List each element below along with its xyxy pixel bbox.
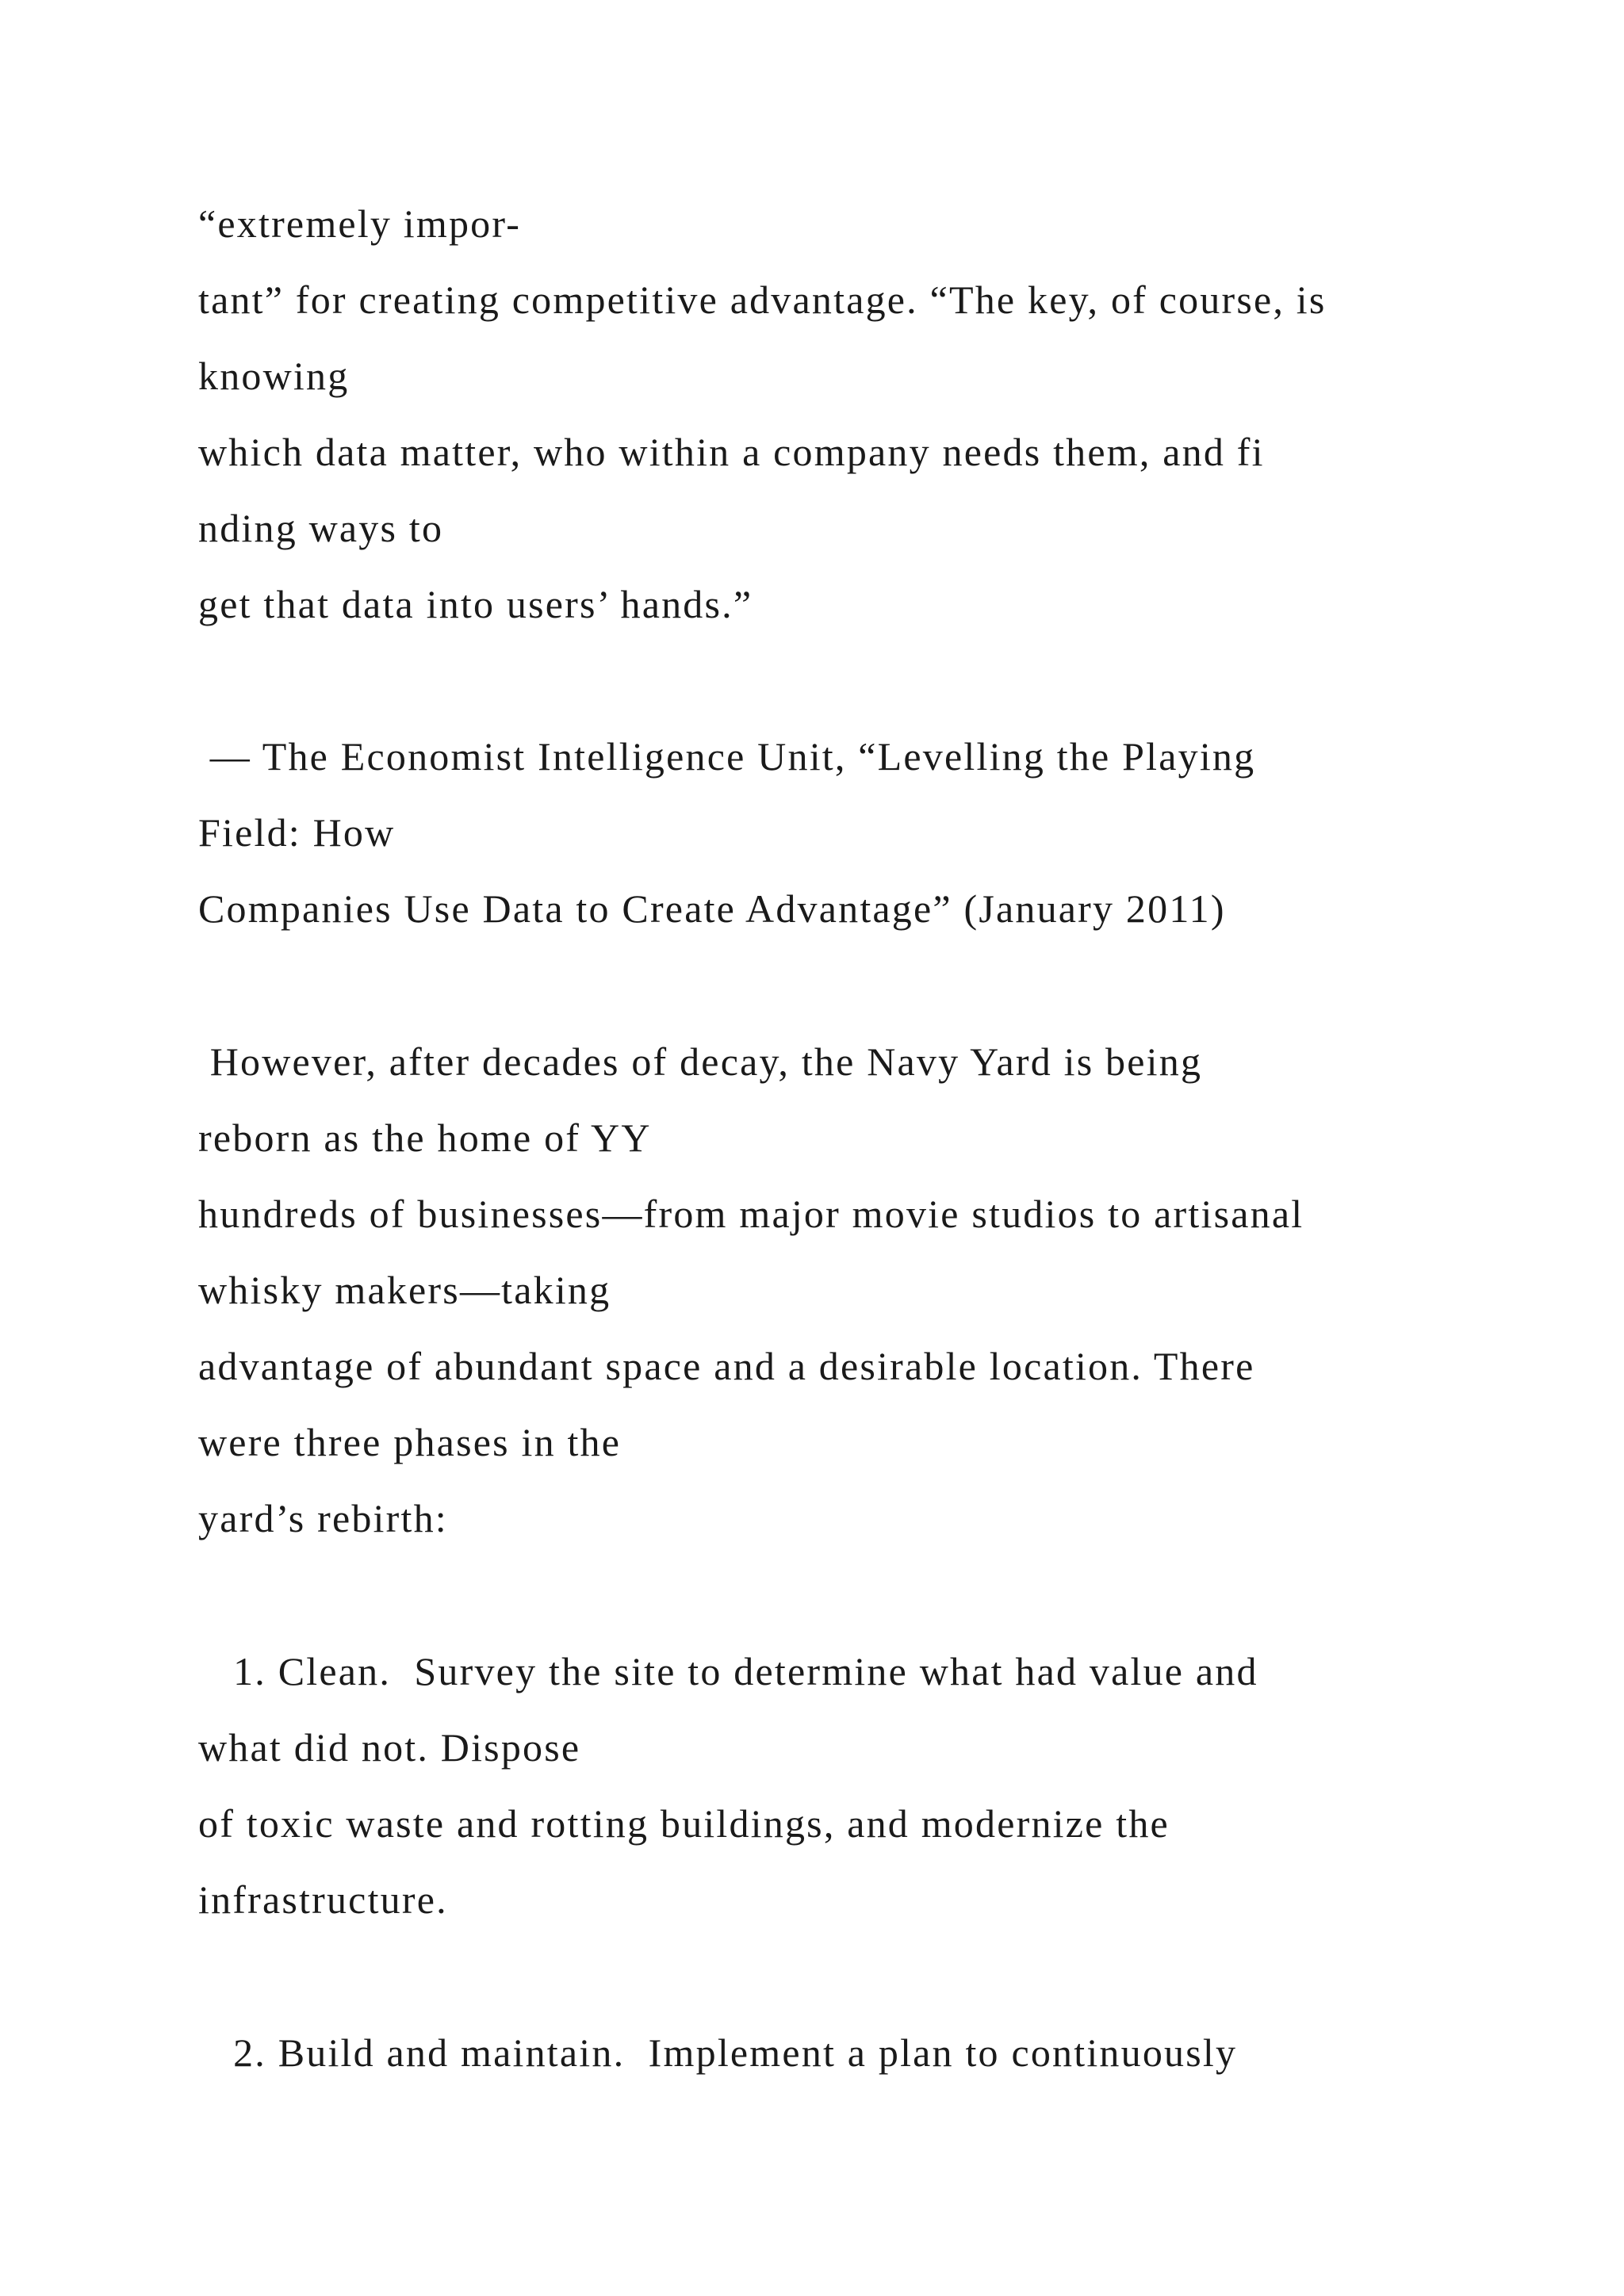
paragraph-line-5: advantage of abundant space and a desirable location. There <box>198 1344 1255 1388</box>
list-item-1-line-1: 1. Clean. Survey the site to determine what had value and <box>198 1649 1258 1693</box>
text-line-1: “extremely impor- <box>198 201 522 246</box>
text-line-3: knowing <box>198 354 350 398</box>
list-item-1-line-4: infrastructure. <box>198 1877 448 1922</box>
list-item-2-line-1: 2. Build and maintain. Implement a plan to continuously <box>198 2030 1238 2075</box>
paragraph-line-2: reborn as the home of YY <box>198 1115 652 1160</box>
text-line-5: nding ways to <box>198 506 444 550</box>
list-item-1-line-3: of toxic waste and rotting buildings, and modernize the <box>198 1801 1170 1846</box>
paragraph-line-7: yard’s rebirth: <box>198 1496 448 1540</box>
attribution-line-3: Companies Use Data to Create Advantage” (January 2011) <box>198 886 1226 931</box>
attribution-line-1: — The Economist Intelligence Unit, “Levelling the Playing <box>198 734 1256 779</box>
paragraph-line-4: whisky makers—taking <box>198 1268 611 1312</box>
text-line-2: tant” for creating competitive advantage. “The key, of course, is <box>198 277 1327 322</box>
attribution-line-2: Field: How <box>198 810 396 855</box>
text-line-6: get that data into users’ hands.” <box>198 582 753 626</box>
list-item-1-line-2: what did not. Dispose <box>198 1725 581 1770</box>
paragraph-line-3: hundreds of businesses—from major movie studios to artisanal <box>198 1192 1304 1236</box>
text-line-4: which data matter, who within a company needs them, and fi <box>198 430 1265 474</box>
paragraph-line-1: However, after decades of decay, the Navy Yard is being <box>198 1039 1203 1084</box>
paragraph-line-6: were three phases in the <box>198 1420 622 1464</box>
